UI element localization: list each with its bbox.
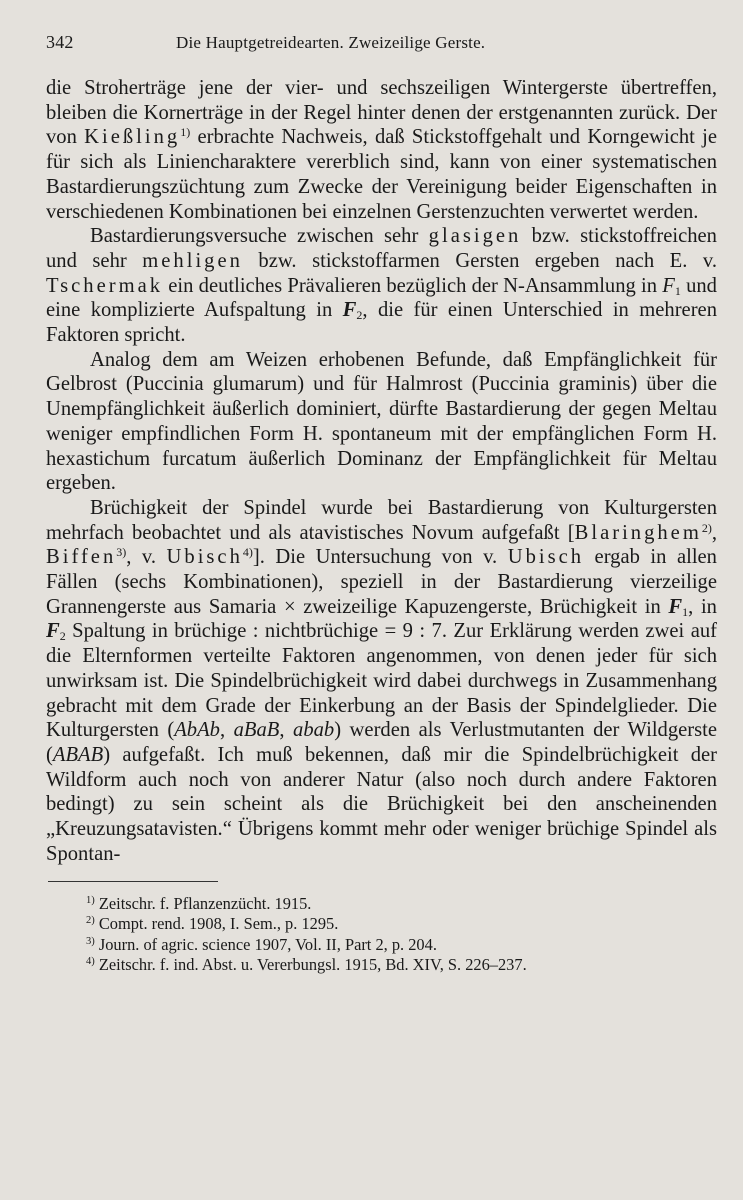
paragraph: [46, 496, 717, 867]
footnote-ref: 3): [116, 545, 127, 560]
text-run: ABAB: [52, 743, 104, 766]
text-run: Analog dem am Weizen erhobenen Befunde, daß Empfänglichkeit für Gelbrost (Puccinia glumarum) und für Halmrost (Puccinia graminis) über die Unempfänglichkeit äußerlich dominiert, dürfte Bastardierung der gegen Meltau weniger empfindlichen Form H. spontaneum mit der empfänglichen Form H. hexastichum furcatum äußerlich Dominanz der Empfänglichkeit für Meltau ergeben.: [46, 348, 717, 495]
footnote-marker: 4): [86, 956, 95, 967]
spaced-name: mehligen: [142, 249, 243, 272]
footnote: [86, 914, 717, 935]
footnote-text: Zeitschr. f. Pflanzenzücht. 1915.: [94, 893, 312, 913]
spaced-name: glasigen: [428, 225, 522, 248]
footnote: [86, 935, 717, 956]
text-run: die Stroherträge jene der vier- und sechszeiligen Wintergerste übertreffen, bleiben die Kornerträge in der Regel hinter denen der erstgenannten zurück. Der von: [46, 77, 717, 149]
paragraph: [46, 76, 717, 224]
footnote-text: Compt. rend. 1908, I. Sem., p. 1295.: [94, 914, 339, 933]
spaced-name: Ubisch: [166, 546, 243, 569]
footnote: [86, 955, 717, 976]
footnote-marker: 1): [86, 894, 95, 906]
text-run: , in: [688, 595, 717, 618]
text-run: AbAb: [174, 719, 220, 742]
text-run: bzw. stickstoffreichen und sehr: [46, 225, 717, 272]
page-header: [46, 32, 717, 62]
text-run: bzw. stickstoffarmen Gersten ergeben nach E. v.: [242, 249, 718, 272]
spaced-name: Tschermak: [46, 274, 164, 297]
spaced-name: Blaringhem: [574, 521, 702, 544]
text-run: ein deutliches Prävalieren bezüglich der N-Ansammlung in: [163, 274, 663, 297]
spaced-name: Biffen: [46, 546, 117, 569]
text-run: ]. Die Untersuchung von v.: [252, 546, 508, 569]
text-run: , v.: [126, 546, 167, 569]
text-run: abab: [293, 719, 335, 742]
footnote: [86, 894, 717, 915]
text-run: 1: [682, 604, 689, 619]
page-number: 342: [46, 32, 74, 52]
spaced-name: Kießling: [84, 126, 181, 149]
spaced-name: Ubisch: [507, 546, 585, 569]
text-run: und eine komplizierte Aufspaltung in: [46, 274, 717, 322]
text-run: 2: [356, 308, 363, 323]
text-run: Spaltung in brüchige : nichtbrüchige = 9 : 7. Zur Erklärung werden zwei auf die Elternformen verteilte Faktoren angenommen, von denen jeder für sich unwirksam ist. Die Spindelbrüchigkeit wird dabei durchwegs in Zusammenhang gebracht mit dem Grade der Einkerbung an der Basis der Spindelglieder. Die Kulturgersten (: [46, 620, 717, 742]
text-run: aBaB: [233, 719, 280, 742]
footnote-text: Journ. of agric. science 1907, Vol. II, Part 2, p. 204.: [94, 934, 437, 954]
text-run: ) werden als Verlustmutanten der Wildgerste (: [46, 719, 718, 766]
footnote-marker: 2): [86, 915, 95, 926]
footnote-ref: 2): [701, 520, 712, 535]
text-run: erbrachte Nachweis, daß Stickstoffgehalt und Korngewicht je für sich als Liniencharaktere vererblich sind, kann von einer systematischen Bastardierungszüchtung zum Zwecke der Vereinigung beider Eigenschaften in verschiedenen Kombinationen bei einzelnen Gerstenzuchten verwertet werden.: [46, 126, 717, 223]
text-run: ergab in allen Fällen (sechs Kombinationen), speziell in der Bastardierung vierzeilige Grannengerste aus Samaria × zweizeilige Kapuzengerste, Brüchigkeit in: [46, 546, 717, 618]
text-run: F: [662, 274, 675, 297]
text-run: , die für einen Unterschied in mehreren Faktoren spricht.: [46, 299, 717, 347]
body-text: [46, 76, 717, 867]
text-run: Brüchigkeit der Spindel wurde bei Bastardierung von Kulturgersten mehrfach beobachtet und als atavistisches Novum aufgefaßt [: [46, 496, 717, 544]
footnote-rule: [48, 881, 218, 882]
text-run: ,: [711, 521, 717, 544]
text-run: 2: [59, 629, 66, 644]
text-run: ) aufgefaßt. Ich muß bekennen, daß mir die Spindelbrüchigkeit der Wildform auch noch von anderer Natur (also noch durch andere Faktoren bedingt) zu sein scheint als die Brüchigkeit bei den anscheinenden „Kreuzungsatavisten.“ Übrigens kommt mehr oder weniger brüchige Spindel als Spontan-: [46, 743, 717, 865]
footnotes: [46, 894, 717, 976]
footnote-marker: 3): [86, 935, 95, 947]
text-run: F: [668, 595, 683, 618]
footnote-text: Zeitschr. f. ind. Abst. u. Vererbungsl. 1915, Bd. XIV, S. 226–237.: [94, 955, 527, 974]
text-run: Bastardierungsversuche zwischen sehr: [90, 225, 429, 248]
text-run: F: [46, 620, 60, 643]
paragraph: [46, 224, 717, 348]
footnote-ref: 4): [242, 545, 253, 560]
text-run: 1: [674, 283, 681, 298]
text-run: ,: [279, 719, 294, 742]
text-run: ,: [219, 719, 234, 742]
running-title: Die Hauptgetreidearten. Zweizeilige Gerste.: [176, 33, 486, 52]
footnote-ref: 1): [180, 125, 191, 140]
paragraph: [46, 348, 717, 496]
text-run: F: [342, 299, 357, 322]
